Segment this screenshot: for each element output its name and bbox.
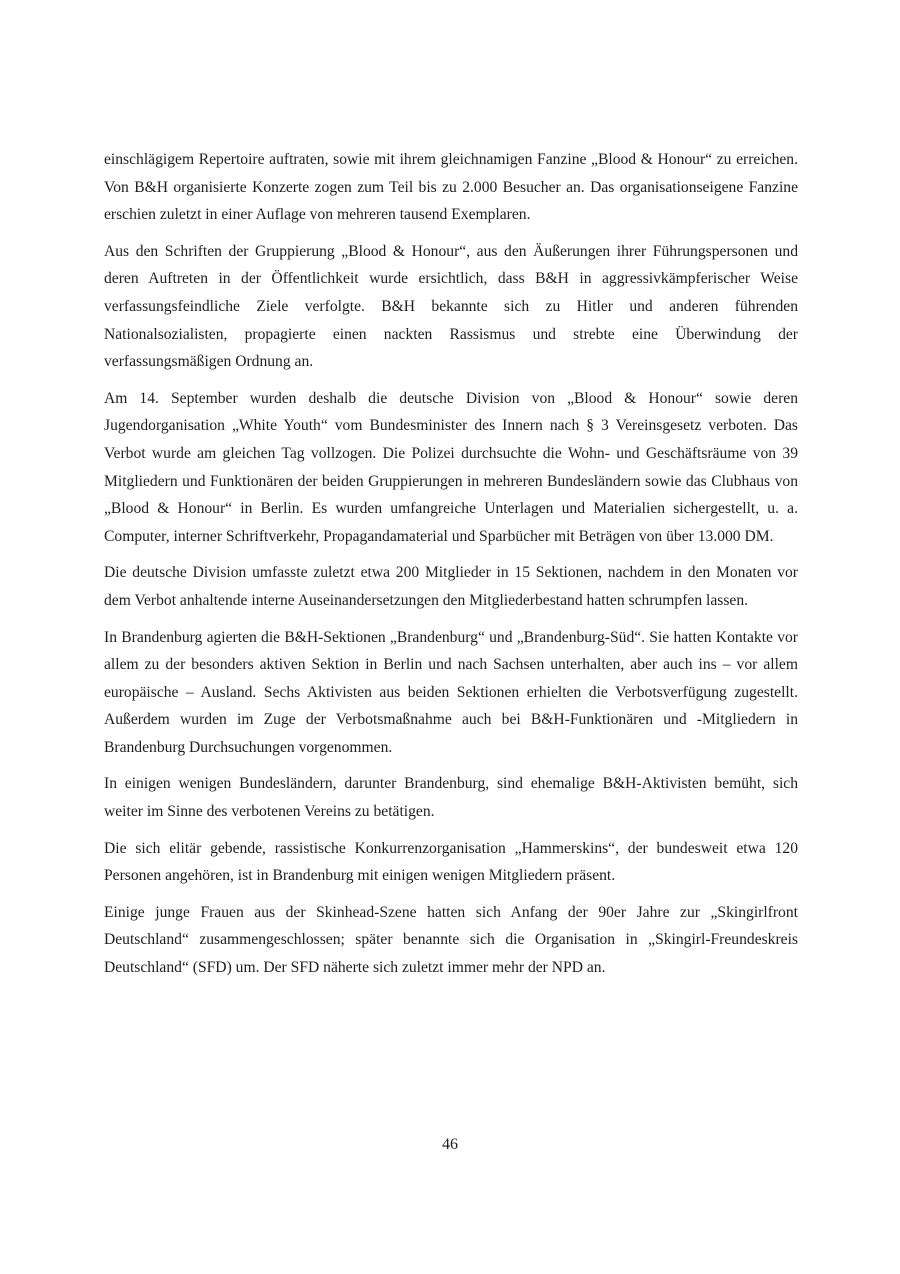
paragraph-6: In einigen wenigen Bundesländern, darunter Brandenburg, sind ehemalige B&H-Aktivisten bemüht, sich weiter im Sinne des verbotenen Vereins zu betätigen. xyxy=(104,775,798,821)
paragraph-5: In Brandenburg agierten die B&H-Sektionen „Brandenburg“ und „Brandenburg-Süd“. Sie hatten Kontakte vor allem zu der besonders aktiven Sektion in Berlin und nach Sachsen unterhalten, aber auch ins – vor allem europäische – Ausland. Sechs Aktivisten aus beiden Sektionen erhielten die Verbotsverfügung zugestellt. Außerdem wurden im Zuge der Verbotsmaßnahme auch bei B&H-Funktionären und -Mitgliedern in Brandenburg Durchsuchungen vorgenommen. xyxy=(104,628,798,756)
paragraph-4: Die deutsche Division umfasste zuletzt etwa 200 Mitglieder in 15 Sektionen, nachdem in den Monaten vor dem Verbot anhaltende interne Auseinandersetzungen den Mitgliederbestand hatten schrumpfen lassen. xyxy=(104,564,798,609)
body-text xyxy=(104,146,798,991)
page-number: 46 xyxy=(442,1136,458,1153)
paragraph-7: Die sich elitär gebende, rassistische Konkurrenzorganisation „Hammerskins“, der bundesweit etwa 120 Personen angehören, ist in Brandenburg mit einigen wenigen Mitgliedern präsent. xyxy=(104,839,798,885)
paragraph-2: Aus den Schriften der Gruppierung „Blood & Honour“, aus den Äußerungen ihrer Führungspersonen und deren Auftreten in der Öffentlichkeit wurde ersichtlich, dass B&H in aggressivkämpferischer Weise verfassungsfeindliche Ziele verfolgte. B&H bekannte sich zu Hitler und anderen führenden Nationalsozialisten, propagierte einen nackten Rassismus und strebte eine Überwindung der verfassungsmäßigen Ordnung an. xyxy=(104,242,798,371)
paragraph-1: einschlägigem Repertoire auftraten, sowie mit ihrem gleichnamigen Fanzine „Blood & Honour“ zu erreichen. Von B&H organisierte Konzerte zogen zum Teil bis zu 2.000 Besucher an. Das organisationseigene Fanzine erschien zuletzt in einer Auflage von mehreren tausend Exemplaren. xyxy=(104,151,798,224)
paragraph-3: Am 14. September wurden deshalb die deutsche Division von „Blood & Honour“ sowie deren Jugendorganisation „White Youth“ vom Bundesminister des Innern nach § 3 Vereinsgesetz verboten. Das Verbot wurde am gleichen Tag vollzogen. Die Polizei durchsuchte die Wohn- und Geschäftsräume von 39 Mitgliedern und Funktionären der beiden Gruppierungen in mehreren Bundesländern sowie das Clubhaus von „Blood & Honour“ in Berlin. Es wurden umfangreiche Unterlagen und Materialien sichergestellt, u. a. Computer, interner Schriftverkehr, Propagandamaterial und Sparbücher mit Beträgen von über 13.000 DM. xyxy=(104,389,798,545)
paragraph-8: Einige junge Frauen aus der Skinhead-Szene hatten sich Anfang der 90er Jahre zur „Skingirlfront Deutschland“ zusammengeschlossen; später benannte sich die Organisation in „Skingirl-Freundeskreis Deutschland“ (SFD) um. Der SFD näherte sich zuletzt immer mehr der NPD an. xyxy=(104,903,798,977)
